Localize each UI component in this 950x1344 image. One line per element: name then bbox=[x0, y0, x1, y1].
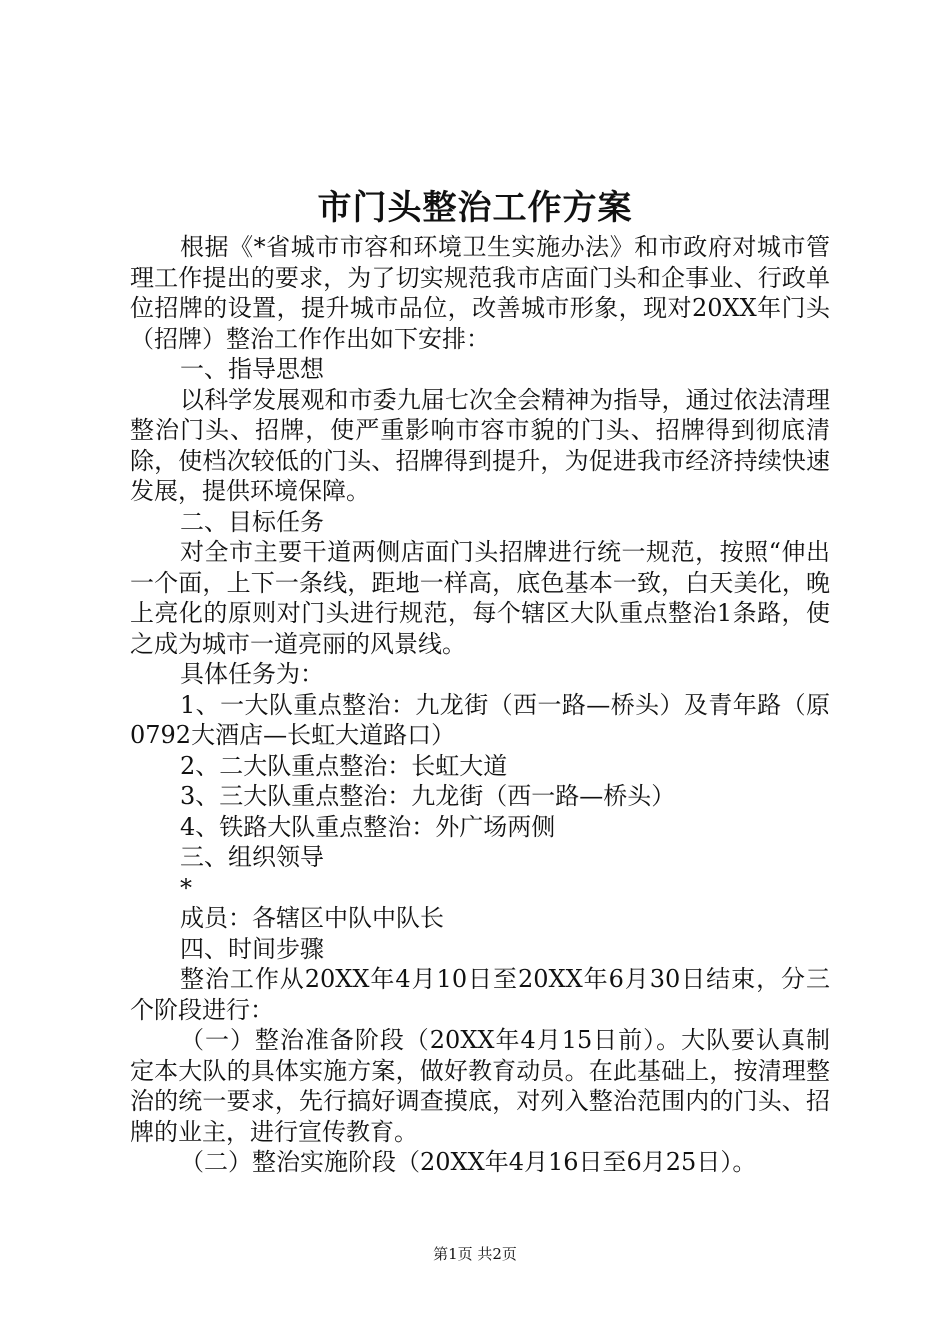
phase-2-paragraph: （二）整治实施阶段（20XX年4月16日至6月25日）。 bbox=[180, 1148, 757, 1176]
task-item-3: 3、三大队重点整治：九龙街（西一路—桥头） bbox=[180, 782, 676, 810]
section-heading-guiding-ideology: 一、指导思想 bbox=[180, 355, 324, 383]
document-body bbox=[130, 232, 830, 1178]
phase-1-paragraph: （一）整治准备阶段（20XX年4月15日前）。大队要认真制定本大队的具体实施方案，做好教育动员。在此基础上，按清理整治的统一要求，先行搞好调查摸底，对列入整治范围内的门头、招牌的业主，进行宣传教育。 bbox=[130, 1026, 830, 1146]
page-footer: 第1页 共2页 bbox=[433, 1245, 517, 1263]
task-item-2: 2、二大队重点整治：长虹大道 bbox=[180, 751, 508, 780]
section-heading-organization: 三、组织领导 bbox=[180, 843, 324, 871]
section-heading-timeline: 四、时间步骤 bbox=[180, 934, 324, 963]
tasks-intro: 具体任务为： bbox=[180, 660, 324, 688]
timeline-paragraph: 整治工作从20XX年4月10日至20XX年6月30日结束，分三个阶段进行： bbox=[130, 965, 830, 1024]
organization-leader: * bbox=[180, 873, 192, 902]
task-item-1: 1、一大队重点整治：九龙街（西一路—桥头）及青年路（原0792大酒店—长虹大道路口） bbox=[130, 690, 830, 749]
goals-paragraph: 对全市主要干道两侧店面门头招牌进行统一规范，按照“伸出一个面，上下一条线，距地一样高，底色基本一致，白天美化，晚上亮化的原则对门头进行规范，每个辖区大队重点整治1条路，使之成为城市一道亮丽的风景线。 bbox=[130, 538, 830, 658]
section-heading-goals: 二、目标任务 bbox=[180, 507, 324, 536]
task-item-4: 4、铁路大队重点整治：外广场两侧 bbox=[180, 812, 556, 841]
intro-paragraph: 根据《*省城市市容和环境卫生实施办法》和市政府对城市管理工作提出的要求，为了切实规范我市店面门头和企事业、行政单位招牌的设置，提升城市品位，改善城市形象，现对20XX年门头（招牌）整治工作作出如下安排： bbox=[130, 233, 830, 353]
organization-members: 成员：各辖区中队中队长 bbox=[180, 904, 444, 932]
document-title: 市门头整治工作方案 bbox=[317, 188, 633, 228]
guiding-ideology-paragraph: 以科学发展观和市委九届七次全会精神为指导，通过依法清理整治门头、招牌，使严重影响市容市貌的门头、招牌得到彻底清除，使档次较低的门头、招牌得到提升，为促进我市经济持续快速发展，提供环境保障。 bbox=[130, 385, 830, 505]
